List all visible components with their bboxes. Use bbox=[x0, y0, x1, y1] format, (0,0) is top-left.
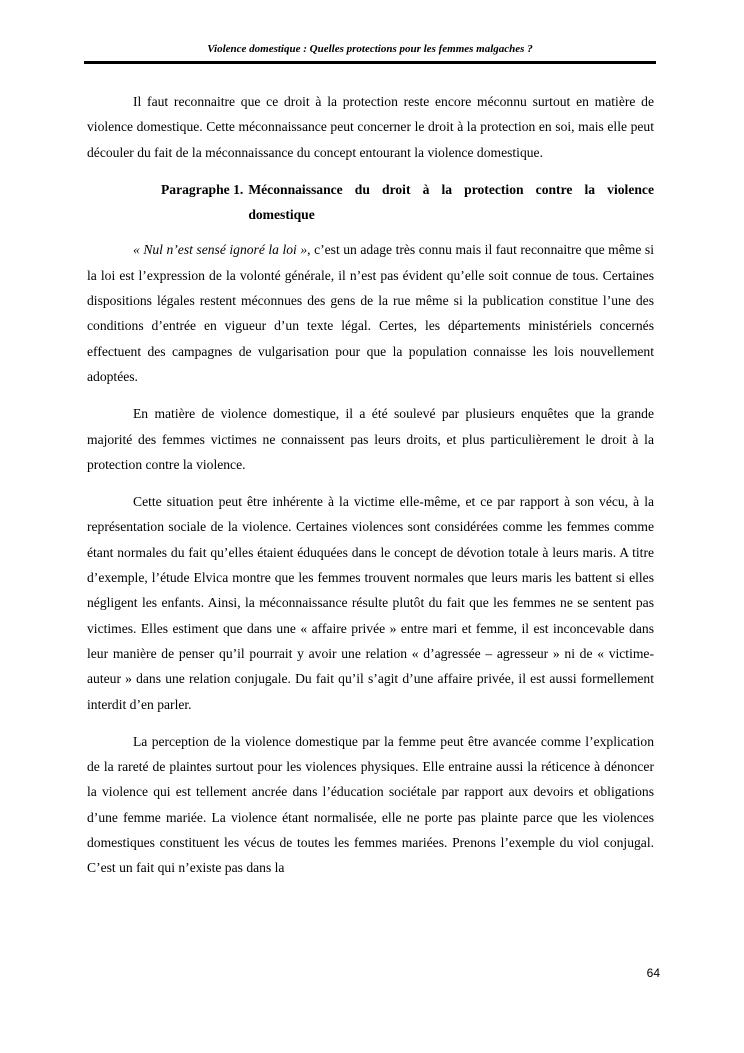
page-number: 64 bbox=[646, 966, 660, 980]
adage-text: , c’est un adage très connu mais il faut reconnaitre que même si la loi est l’expression de la volonté générale, il n’est pas évident qu’elle soit connue de tous. Certaines dispositions légales restent méconnues des gens de la rue même si la publication constitue l’une des conditions d’entrée en vigueur d’un texte légal. Certes, les départements ministériels concernés effectuent des campagnes de vulgarisation pour que la population connaisse les lois nouvellement adoptées. bbox=[87, 242, 654, 384]
paragraph-surveys: En matière de violence domestique, il a été soulevé par plusieurs enquêtes que la grande majorité des femmes victimes ne connaissent pas leurs droits, et plus particulièrement le droit à la protection contre la violence. bbox=[87, 406, 654, 472]
paragraph-situation: Cette situation peut être inhérente à la victime elle-même, et ce par rapport à son vécu, à la représentation sociale de la violence. Certaines violences sont considérées comme les femmes comme étant normales du fait qu’elles étaient éduquées dans le concept de dévotion totale à leurs maris. A titre d’exemple, l’étude Elvica montre que les femmes trouvent normales que leurs maris les battent si elles négligent les enfants. Ainsi, la méconnaissance résulte plutôt du fait que les femmes ne se sentent pas victimes. Elles estiment que dans une « affaire privée » entre mari et femme, il est inconcevable dans leur manière de penser qu’il pourrait y avoir une relation « d’agressée – agresseur » ni de « victime-auteur » dans une relation conjugale. Du fait qu’il s’agit d’une affaire privée, il est aussi formellement interdit d’en parler. bbox=[87, 494, 654, 712]
header-rule bbox=[84, 61, 656, 64]
running-header: Violence domestique : Quelles protections pour les femmes malgaches ? bbox=[207, 43, 533, 55]
section-heading-text: Méconnaissance du droit à la protection contre la violence domestique bbox=[248, 181, 654, 223]
adage-quote: « Nul n’est sensé ignoré la loi » bbox=[133, 242, 308, 258]
section-heading-label: Paragraphe 1. bbox=[161, 181, 244, 197]
paragraph-perception: La perception de la violence domestique par la femme peut être avancée comme l’explication de la rareté de plaintes surtout pour les violences physiques. Elle entraine aussi la réticence à dénoncer la violence qui est tellement ancrée dans l’éducation sociétale par rapport aux devoirs et obligations d’une femme mariée. La violence étant normalisée, elle ne porte pas plainte parce que les violences domestiques constituent les vécus de toutes les femmes mariées. Prenons l’exemple du viol conjugal. C’est un fait qui n’existe pas dans la bbox=[87, 733, 654, 876]
section-heading bbox=[87, 177, 654, 228]
paragraph-adage bbox=[87, 237, 654, 389]
document-body bbox=[87, 89, 654, 893]
paragraph-intro: Il faut reconnaitre que ce droit à la protection reste encore méconnu surtout en matière de violence domestique. Cette méconnaissance peut concerner le droit à la protection en soi, mais elle peut découler du fait de la méconnaissance du concept entourant la violence domestique. bbox=[87, 94, 654, 160]
